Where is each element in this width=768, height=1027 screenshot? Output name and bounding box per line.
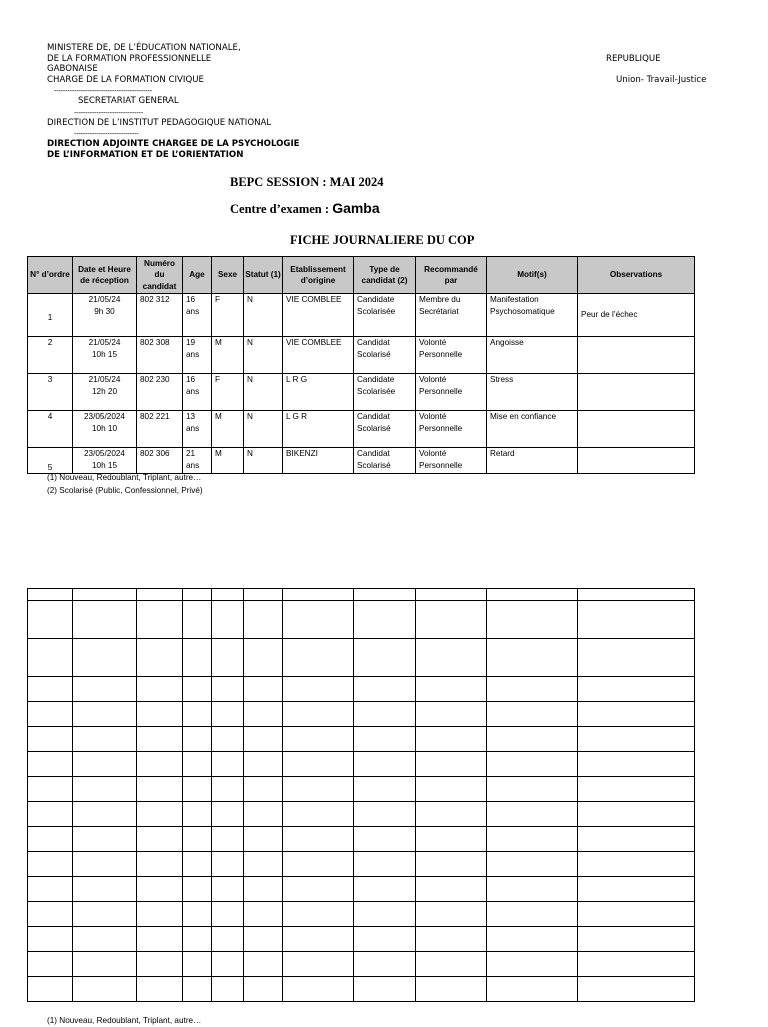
blank-table-cell — [28, 877, 73, 902]
blank-table-cell — [137, 977, 183, 1002]
column-header: N° d’ordre — [28, 257, 73, 294]
blank-table-cell — [487, 601, 578, 639]
cell-recommande: Volonté Personnelle — [416, 411, 487, 448]
blank-table-cell — [416, 677, 487, 702]
bottom-footnote: (1) Nouveau, Redoublant, Triplant, autre… — [47, 1016, 202, 1025]
blank-table-cell — [487, 727, 578, 752]
blank-table-cell — [578, 802, 695, 827]
column-header: Observations — [578, 257, 695, 294]
separator-1: -------------------------------------------- — [54, 87, 152, 95]
cell-etablissement: BIKENZI — [283, 448, 354, 474]
blank-table-cell — [73, 827, 137, 852]
blank-table-cell — [283, 877, 354, 902]
blank-table-cell — [487, 852, 578, 877]
blank-table-cell — [183, 802, 212, 827]
table-row — [28, 374, 695, 411]
centre-label: Centre d’examen : — [230, 202, 330, 216]
session-title: BEPC SESSION : MAI 2024 — [230, 175, 384, 189]
blank-table-cell — [73, 752, 137, 777]
cell-time-value: 10h 10 — [91, 423, 118, 433]
blank-table-cell — [244, 827, 283, 852]
blank-table-cell — [212, 977, 244, 1002]
blank-table-cell — [416, 752, 487, 777]
cell-statut: N — [244, 294, 283, 337]
fiche-title: FICHE JOURNALIERE DU COP — [290, 233, 475, 247]
blank-table-cell — [487, 902, 578, 927]
blank-table-cell — [578, 727, 695, 752]
blank-table-cell — [183, 827, 212, 852]
devise-label: Union- Travail-Justice — [616, 75, 707, 85]
cell-recommande: Volonté Personnelle — [416, 448, 487, 474]
cell-date-value: 23/05/2024 — [84, 412, 125, 421]
blank-table-cell — [487, 752, 578, 777]
table-row — [28, 337, 695, 374]
blank-table-cell — [137, 589, 183, 601]
blank-table-cell — [73, 777, 137, 802]
blank-table-cell — [578, 902, 695, 927]
blank-table-cell — [578, 752, 695, 777]
cell-age: 13 ans — [183, 411, 212, 448]
blank-table-cell — [28, 777, 73, 802]
blank-table-row — [28, 802, 695, 827]
direction-adjointe-line-1: DIRECTION ADJOINTE CHARGEE DE LA PSYCHOLOGIE — [47, 139, 300, 149]
cell-statut: N — [244, 374, 283, 411]
blank-table-cell — [244, 927, 283, 952]
blank-table-cell — [244, 752, 283, 777]
blank-table-cell — [28, 902, 73, 927]
blank-table-cell — [183, 927, 212, 952]
blank-table-cell — [487, 827, 578, 852]
blank-table-cell — [212, 852, 244, 877]
cell-type: Candidat Scolarisé — [354, 337, 416, 374]
blank-table-cell — [212, 677, 244, 702]
blank-table-cell — [354, 852, 416, 877]
ministry-line: CHARGE DE LA FORMATION CIVIQUE — [47, 74, 204, 85]
cell-time-value: 10h 15 — [91, 349, 118, 359]
cell-statut: N — [244, 337, 283, 374]
blank-table-cell — [578, 852, 695, 877]
ministry-line: DE LA FORMATION PROFESSIONNELLE — [47, 53, 212, 64]
blank-table-cell — [28, 589, 73, 601]
blank-table-cell — [416, 977, 487, 1002]
direction-adjointe-line-2: DE L’INFORMATION ET DE L’ORIENTATION — [47, 150, 244, 160]
blank-table-cell — [578, 827, 695, 852]
blank-table-cell — [487, 877, 578, 902]
blank-table-cell — [487, 702, 578, 727]
blank-table-cell — [487, 639, 578, 677]
table-row — [28, 411, 695, 448]
table-row — [28, 294, 695, 337]
blank-table-cell — [244, 702, 283, 727]
cell-recommande: Volonté Personnelle — [416, 374, 487, 411]
cell-motif: Retard — [487, 448, 578, 474]
cell-motif: Stress — [487, 374, 578, 411]
blank-table-cell — [487, 777, 578, 802]
blank-table-row — [28, 902, 695, 927]
blank-table-cell — [137, 802, 183, 827]
blank-table-cell — [283, 639, 354, 677]
direction-label: DIRECTION DE L’INSTITUT PEDAGOGIQUE NATIONAL — [47, 118, 272, 128]
blank-table-row — [28, 702, 695, 727]
blank-table-cell — [73, 727, 137, 752]
blank-table-cell — [283, 977, 354, 1002]
cell-motif: Angoisse — [487, 337, 578, 374]
column-header: Statut (1) — [244, 257, 283, 294]
blank-table-cell — [28, 827, 73, 852]
blank-table-cell — [416, 601, 487, 639]
blank-table-cell — [137, 877, 183, 902]
cell-candidat: 802 308 — [137, 337, 183, 374]
blank-table-cell — [28, 952, 73, 977]
blank-table-row — [28, 852, 695, 877]
cell-etablissement: L G R — [283, 411, 354, 448]
blank-table-cell — [354, 677, 416, 702]
table-row — [28, 448, 695, 474]
blank-table-cell — [212, 752, 244, 777]
blank-table-cell — [578, 702, 695, 727]
blank-table-cell — [212, 877, 244, 902]
blank-table-cell — [183, 702, 212, 727]
blank-table-cell — [28, 977, 73, 1002]
cell-age: 16 ans — [183, 374, 212, 411]
blank-table-cell — [212, 589, 244, 601]
blank-table-row — [28, 777, 695, 802]
cell-observations — [578, 448, 695, 474]
blank-table-cell — [283, 902, 354, 927]
cell-date-value: 21/05/24 — [88, 375, 121, 384]
blank-table-cell — [487, 977, 578, 1002]
blank-table-cell — [73, 852, 137, 877]
blank-table-cell — [212, 802, 244, 827]
blank-table-cell — [416, 639, 487, 677]
blank-table-cell — [244, 777, 283, 802]
separator-3: ----------------------------- — [74, 130, 139, 138]
cell-observations: Peur de l’échec — [578, 294, 695, 337]
blank-table-cell — [73, 802, 137, 827]
blank-table-cell — [212, 601, 244, 639]
blank-table-cell — [578, 952, 695, 977]
blank-table-cell — [137, 639, 183, 677]
cell-age: 21 ans — [183, 448, 212, 474]
blank-table-cell — [487, 589, 578, 601]
blank-table-row — [28, 677, 695, 702]
blank-table-cell — [416, 902, 487, 927]
blank-table-cell — [354, 952, 416, 977]
cell-sexe: M — [212, 337, 244, 374]
blank-table-cell — [183, 777, 212, 802]
blank-table-cell — [183, 902, 212, 927]
blank-table-cell — [183, 677, 212, 702]
blank-table-body — [28, 589, 695, 1002]
blank-table-cell — [283, 727, 354, 752]
blank-table-cell — [212, 639, 244, 677]
cell-num: 5 — [28, 448, 73, 474]
cell-type: Candidat Scolarisé — [354, 411, 416, 448]
cell-candidat: 802 306 — [137, 448, 183, 474]
blank-table-cell — [244, 802, 283, 827]
cell-date — [73, 294, 137, 337]
blank-table-cell — [416, 852, 487, 877]
blank-table-cell — [244, 589, 283, 601]
cell-num: 1 — [28, 294, 73, 337]
ministry-block — [47, 43, 241, 85]
blank-table-row — [28, 589, 695, 601]
blank-table-cell — [487, 927, 578, 952]
blank-table-row — [28, 727, 695, 752]
cell-candidat: 802 230 — [137, 374, 183, 411]
blank-table-cell — [283, 601, 354, 639]
blank-table-cell — [354, 702, 416, 727]
blank-table-cell — [183, 952, 212, 977]
blank-table-cell — [183, 752, 212, 777]
blank-table-cell — [283, 802, 354, 827]
blank-table-cell — [183, 977, 212, 1002]
cell-age: 19 ans — [183, 337, 212, 374]
cell-observations — [578, 411, 695, 448]
cell-sexe: F — [212, 374, 244, 411]
blank-table-cell — [487, 677, 578, 702]
blank-table-cell — [283, 777, 354, 802]
cell-candidat: 802 221 — [137, 411, 183, 448]
blank-table-cell — [578, 601, 695, 639]
blank-table-cell — [416, 589, 487, 601]
cell-date — [73, 374, 137, 411]
column-header: Etablissement d’origine — [283, 257, 354, 294]
blank-table-cell — [244, 977, 283, 1002]
blank-table-cell — [578, 877, 695, 902]
blank-table-cell — [354, 927, 416, 952]
blank-table-cell — [578, 639, 695, 677]
blank-table-cell — [28, 677, 73, 702]
cell-etablissement: L R G — [283, 374, 354, 411]
cell-sexe: M — [212, 448, 244, 474]
blank-table-cell — [416, 927, 487, 952]
blank-table-cell — [212, 702, 244, 727]
cell-etablissement: VIE COMBLEE — [283, 294, 354, 337]
column-header: Recommandé par — [416, 257, 487, 294]
republique-label: REPUBLIQUE — [606, 54, 661, 64]
blank-table-cell — [244, 677, 283, 702]
blank-table-cell — [137, 752, 183, 777]
ministry-line: MINISTERE DE, DE L’ÉDUCATION NATIONALE, — [47, 43, 241, 53]
blank-table-cell — [28, 727, 73, 752]
blank-table-cell — [183, 877, 212, 902]
cell-num: 3 — [28, 374, 73, 411]
blank-table-cell — [212, 727, 244, 752]
blank-table-cell — [244, 952, 283, 977]
blank-table-cell — [137, 777, 183, 802]
blank-table-cell — [283, 827, 354, 852]
cell-type: Candidat Scolarisé — [354, 448, 416, 474]
blank-table-cell — [28, 702, 73, 727]
cell-observations — [578, 374, 695, 411]
blank-table-cell — [212, 777, 244, 802]
blank-table-cell — [137, 927, 183, 952]
footnote-2: (2) Scolarisé (Public, Confessionnel, Privé) — [47, 486, 203, 495]
column-header: Numéro du candidat — [137, 257, 183, 294]
blank-table-cell — [28, 639, 73, 677]
blank-table-cell — [73, 639, 137, 677]
cell-sexe: M — [212, 411, 244, 448]
blank-table-cell — [28, 927, 73, 952]
cell-sexe: F — [212, 294, 244, 337]
cell-num: 4 — [28, 411, 73, 448]
blank-table-cell — [137, 827, 183, 852]
blank-table-cell — [416, 702, 487, 727]
ministry-line: GABONAISE — [47, 64, 98, 74]
blank-table-cell — [354, 902, 416, 927]
blank-table-cell — [416, 802, 487, 827]
blank-table-cell — [73, 601, 137, 639]
cell-recommande: Volonté Personnelle — [416, 337, 487, 374]
separator-2: ------------------------------- — [74, 109, 144, 117]
cell-num: 2 — [28, 337, 73, 374]
centre-value: Gamba — [332, 200, 380, 216]
cell-statut: N — [244, 411, 283, 448]
blank-table-cell — [354, 601, 416, 639]
blank-table-row — [28, 601, 695, 639]
blank-table-cell — [354, 802, 416, 827]
blank-table-cell — [283, 852, 354, 877]
blank-table-cell — [73, 977, 137, 1002]
blank-table-row — [28, 877, 695, 902]
blank-table-cell — [137, 601, 183, 639]
blank-table-cell — [183, 639, 212, 677]
blank-table-cell — [578, 927, 695, 952]
cell-time-value: 10h 15 — [91, 460, 118, 470]
blank-table-cell — [244, 877, 283, 902]
blank-table-cell — [487, 952, 578, 977]
blank-table-cell — [73, 927, 137, 952]
cell-date-value: 21/05/24 — [88, 295, 121, 304]
blank-table-cell — [73, 952, 137, 977]
cell-motif: Mise en confiance — [487, 411, 578, 448]
column-header: Age — [183, 257, 212, 294]
blank-table-cell — [283, 752, 354, 777]
blank-table-cell — [244, 601, 283, 639]
blank-table-cell — [137, 952, 183, 977]
cell-age: 16 ans — [183, 294, 212, 337]
column-header: Motif(s) — [487, 257, 578, 294]
column-header: Sexe — [212, 257, 244, 294]
blank-table-cell — [28, 852, 73, 877]
blank-table-cell — [183, 852, 212, 877]
blank-table-cell — [416, 727, 487, 752]
blank-table-cell — [137, 852, 183, 877]
cell-time-value: 12h 20 — [91, 386, 118, 396]
blank-table-cell — [28, 802, 73, 827]
blank-table-cell — [578, 589, 695, 601]
blank-table-cell — [244, 639, 283, 677]
blank-table-cell — [354, 877, 416, 902]
secretariat-label: SECRETARIAT GENERAL — [78, 96, 179, 106]
footnote-1: (1) Nouveau, Redoublant, Triplant, autre… — [47, 473, 202, 482]
blank-table-cell — [354, 977, 416, 1002]
cell-recommande: Membre du Secrétariat — [416, 294, 487, 337]
blank-table-cell — [183, 589, 212, 601]
blank-table-cell — [212, 927, 244, 952]
blank-table-cell — [73, 877, 137, 902]
blank-table-cell — [578, 677, 695, 702]
blank-table-cell — [73, 902, 137, 927]
centre-examen — [230, 200, 380, 217]
column-header: Date et Heure de réception — [73, 257, 137, 294]
blank-table-cell — [578, 777, 695, 802]
blank-table-cell — [183, 727, 212, 752]
blank-table-row — [28, 952, 695, 977]
cell-date — [73, 337, 137, 374]
column-header: Type de candidat (2) — [354, 257, 416, 294]
blank-table-cell — [73, 589, 137, 601]
cell-observations — [578, 337, 695, 374]
blank-table-cell — [283, 952, 354, 977]
blank-table-cell — [354, 777, 416, 802]
fiche-table — [27, 256, 695, 474]
cell-date-value: 21/05/24 — [88, 338, 121, 347]
cell-motif: Manifestation Psychosomatique — [487, 294, 578, 337]
blank-table-cell — [212, 952, 244, 977]
blank-table-cell — [354, 827, 416, 852]
cell-date-value: 23/05/2024 — [84, 449, 125, 458]
blank-table-cell — [28, 601, 73, 639]
cell-type: Candidate Scolarisée — [354, 294, 416, 337]
blank-table-cell — [283, 927, 354, 952]
blank-table-cell — [416, 952, 487, 977]
cell-statut: N — [244, 448, 283, 474]
cell-date — [73, 448, 137, 474]
cell-time-value: 9h 30 — [94, 306, 115, 316]
blank-table-cell — [137, 727, 183, 752]
blank-table-cell — [137, 902, 183, 927]
blank-table-cell — [244, 852, 283, 877]
blank-table-cell — [244, 902, 283, 927]
table-header-row — [28, 257, 695, 294]
blank-table-cell — [416, 827, 487, 852]
blank-table-cell — [354, 727, 416, 752]
blank-table-row — [28, 639, 695, 677]
blank-table-row — [28, 827, 695, 852]
blank-table-cell — [73, 702, 137, 727]
blank-table-cell — [354, 752, 416, 777]
blank-table — [27, 588, 695, 1002]
blank-table-cell — [283, 589, 354, 601]
cell-etablissement: VIE COMBLEE — [283, 337, 354, 374]
blank-table-cell — [283, 702, 354, 727]
cell-candidat: 802 312 — [137, 294, 183, 337]
blank-table-cell — [212, 902, 244, 927]
blank-table-cell — [137, 702, 183, 727]
blank-table-cell — [212, 827, 244, 852]
blank-table-row — [28, 927, 695, 952]
blank-table-cell — [354, 639, 416, 677]
blank-table-cell — [416, 777, 487, 802]
cell-type: Candidate Scolarisée — [354, 374, 416, 411]
blank-table-cell — [28, 752, 73, 777]
blank-table-cell — [578, 977, 695, 1002]
blank-table-cell — [283, 677, 354, 702]
blank-table-cell — [73, 677, 137, 702]
blank-table-row — [28, 752, 695, 777]
blank-table-row — [28, 977, 695, 1002]
blank-table-cell — [354, 589, 416, 601]
blank-table-cell — [416, 877, 487, 902]
blank-table-cell — [137, 677, 183, 702]
blank-table-cell — [183, 601, 212, 639]
blank-table-cell — [244, 727, 283, 752]
blank-table-cell — [487, 802, 578, 827]
cell-date — [73, 411, 137, 448]
